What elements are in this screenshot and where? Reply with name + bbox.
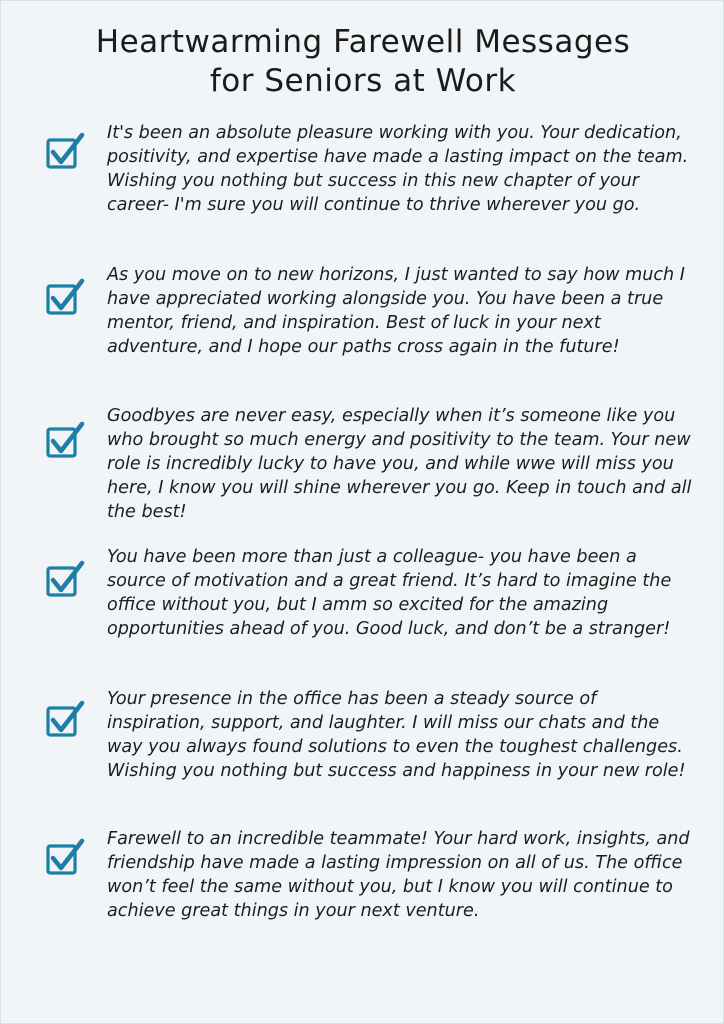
- message-text: Your presence in the office has been a steady source of inspiration, support, and laughter. I will miss our chats and the way you always found solutions to even the toughest challenges. Wishing you nothing but success and happiness in your new role!: [107, 689, 686, 781]
- message-item-2: [1, 263, 724, 393]
- checkbox-check-icon: [45, 837, 85, 877]
- message-text: Farewell to an incredible teammate! Your hard work, insights, and friendship have made a lasting impression on all of us. The office won’t feel the same without you, but I know you will continue to achieve great things in your next venture.: [107, 829, 690, 921]
- checkbox-check-icon: [45, 277, 85, 317]
- message-text: It's been an absolute pleasure working with you. Your dedication, positivity, and expertise have made a lasting impact on the team. Wishing you nothing but success in this new chapter of your career- I'm sure you will continue to thrive wherever you go.: [107, 123, 689, 215]
- message-item-1: [1, 121, 724, 251]
- message-item-3: [1, 404, 724, 534]
- message-text: Goodbyes are never easy, especially when it’s someone like you who brought so much energy and positivity to the team. Your new role is incredibly lucky to have you, and while wwe will miss you here, I know you will shine wherever you go. Keep in touch and all the best!: [107, 406, 692, 522]
- checkbox-check-icon: [45, 131, 85, 171]
- checkbox-check-icon: [45, 420, 85, 460]
- message-item-6: [1, 827, 724, 957]
- message-text: You have been more than just a colleague- you have been a source of motivation and a great friend. It’s hard to imagine the office without you, but I amm so excited for the amazing opportunities ahead of you. Good luck, and don’t be a stranger!: [107, 547, 672, 639]
- page-title: [1, 23, 724, 101]
- page-title-line-1: Heartwarming Farewell Messages: [95, 24, 631, 60]
- message-text: As you move on to new horizons, I just wanted to say how much I have appreciated working alongside you. You have been a true mentor, friend, and inspiration. Best of luck in your next adventure, and I hope our paths cross again in the future!: [107, 265, 685, 357]
- checkbox-check-icon: [45, 699, 85, 739]
- message-item-5: [1, 687, 724, 817]
- message-item-4: [1, 545, 724, 675]
- page-title-line-2: for Seniors at Work: [209, 63, 517, 99]
- checkbox-check-icon: [45, 559, 85, 599]
